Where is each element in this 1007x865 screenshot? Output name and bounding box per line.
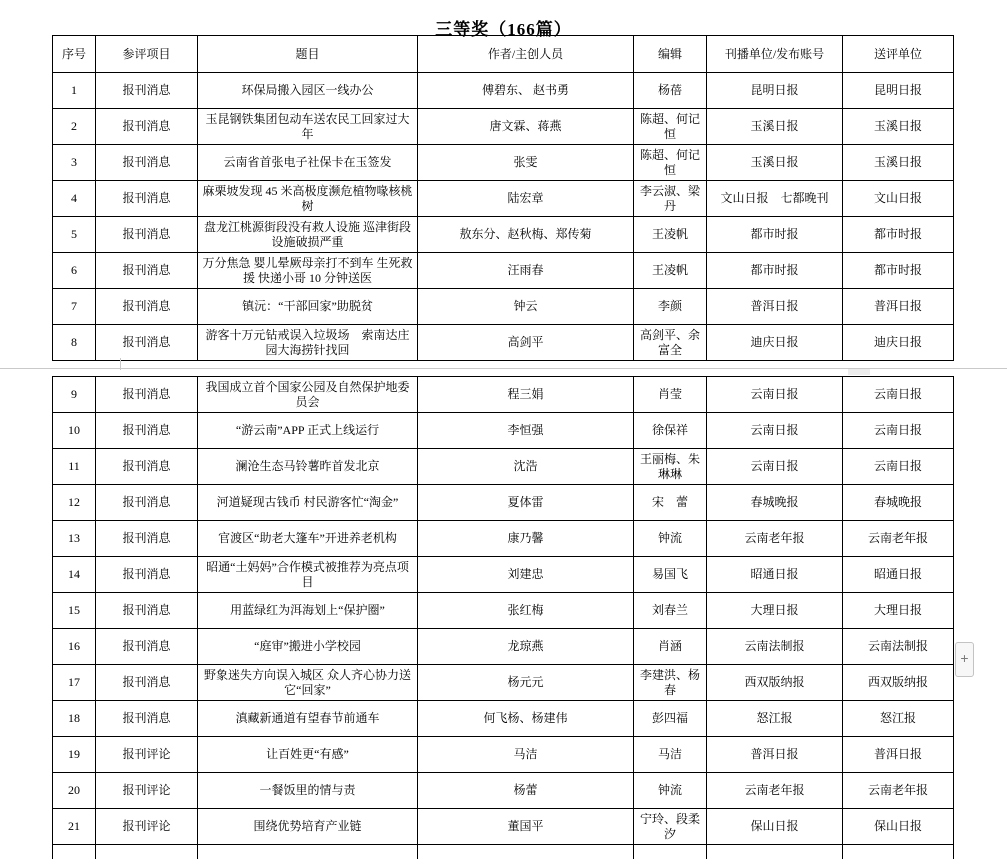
column-header-category: 参评项目 [96, 36, 198, 73]
awards-table-page2 [52, 376, 954, 859]
cell-submitter: 都市时报 [843, 253, 954, 289]
cell-submitter: 云南日报 [843, 413, 954, 449]
cell-publisher: 大理日报 [707, 593, 843, 629]
cell-category: 报刊消息 [96, 557, 198, 593]
cell-no: 20 [53, 773, 96, 809]
cell-category: 报刊消息 [96, 413, 198, 449]
cell-submitter: 玉溪日报 [843, 145, 954, 181]
cell-authors: 何飞杨、杨建伟 [418, 701, 634, 737]
table-row [53, 253, 954, 289]
cell-category: 报刊消息 [96, 289, 198, 325]
table-row [53, 557, 954, 593]
cell-editor: 陈超、何记恒 [634, 109, 707, 145]
table-row [53, 325, 954, 361]
cell-editor: 杨蓓 [634, 73, 707, 109]
cell-publisher: 普洱日报 [707, 737, 843, 773]
cell-authors: 陆宏章 [418, 181, 634, 217]
cell-no: 2 [53, 109, 96, 145]
table-row [53, 109, 954, 145]
table-row [53, 217, 954, 253]
table-row [53, 145, 954, 181]
cell-publisher: 云南法制报 [707, 629, 843, 665]
cell-empty [843, 845, 954, 859]
cell-authors: 杨元元 [418, 665, 634, 701]
cell-submitter: 云南老年报 [843, 773, 954, 809]
cell-publisher: 迪庆日报 [707, 325, 843, 361]
cell-no: 18 [53, 701, 96, 737]
cell-no: 14 [53, 557, 96, 593]
cell-category: 报刊评论 [96, 773, 198, 809]
cell-no: 12 [53, 485, 96, 521]
cell-submitter: 云南日报 [843, 377, 954, 413]
cell-authors: 杨蕾 [418, 773, 634, 809]
cell-submitter: 昭通日报 [843, 557, 954, 593]
column-header-submitter: 送评单位 [843, 36, 954, 73]
cell-editor: 高剑平、余富全 [634, 325, 707, 361]
table-row [53, 737, 954, 773]
cell-title: 用蓝绿红为洱海划上“保护圈” [198, 593, 418, 629]
cell-no: 7 [53, 289, 96, 325]
table-row [53, 449, 954, 485]
cell-submitter: 都市时报 [843, 217, 954, 253]
table-row [53, 701, 954, 737]
cell-category: 报刊消息 [96, 325, 198, 361]
table-row [53, 665, 954, 701]
cell-no: 6 [53, 253, 96, 289]
table-row [53, 521, 954, 557]
cell-editor: 肖涵 [634, 629, 707, 665]
cell-empty [707, 845, 843, 859]
cell-submitter: 云南日报 [843, 449, 954, 485]
cell-editor: 徐保祥 [634, 413, 707, 449]
cell-title: 让百姓更“有感” [198, 737, 418, 773]
page-break-gap [0, 361, 1007, 376]
page-break-tick-left [120, 358, 121, 370]
cell-category: 报刊消息 [96, 485, 198, 521]
cell-authors: 刘建忠 [418, 557, 634, 593]
table-row [53, 485, 954, 521]
cell-publisher: 保山日报 [707, 809, 843, 845]
cell-no: 17 [53, 665, 96, 701]
cell-publisher: 都市时报 [707, 217, 843, 253]
cell-category: 报刊消息 [96, 73, 198, 109]
cell-publisher: 云南日报 [707, 449, 843, 485]
cell-category: 报刊评论 [96, 809, 198, 845]
cell-title: 一餐饭里的情与责 [198, 773, 418, 809]
cell-title: “庭审”搬进小学校园 [198, 629, 418, 665]
cell-title: 环保局搬入园区一线办公 [198, 73, 418, 109]
cell-empty [96, 845, 198, 859]
cell-title: 我国成立首个国家公园及自然保护地委员会 [198, 377, 418, 413]
cell-authors: 夏体雷 [418, 485, 634, 521]
cell-no: 1 [53, 73, 96, 109]
cell-authors: 高剑平 [418, 325, 634, 361]
cell-title: 河道疑现古钱币 村民游客忙“淘金” [198, 485, 418, 521]
cell-publisher: 云南老年报 [707, 773, 843, 809]
cell-title: 官渡区“助老大篷车”开进养老机构 [198, 521, 418, 557]
cell-editor: 易国飞 [634, 557, 707, 593]
cell-authors: 沈浩 [418, 449, 634, 485]
cell-category: 报刊评论 [96, 737, 198, 773]
page-title: 三等奖（166篇） [435, 20, 572, 39]
cell-title: 盘龙江桃源街段没有救人设施 巡津街段设施破损严重 [198, 217, 418, 253]
table-row [53, 289, 954, 325]
cell-no: 5 [53, 217, 96, 253]
column-header-title: 题目 [198, 36, 418, 73]
cell-submitter: 昆明日报 [843, 73, 954, 109]
table-row [53, 73, 954, 109]
cell-category: 报刊消息 [96, 701, 198, 737]
table-row [53, 413, 954, 449]
cell-publisher: 昆明日报 [707, 73, 843, 109]
cell-publisher: 玉溪日报 [707, 145, 843, 181]
cell-title: 滇藏新通道有望春节前通车 [198, 701, 418, 737]
cell-category: 报刊消息 [96, 145, 198, 181]
cell-title: 游客十万元钻戒误入垃圾场 索南达庄园大海捞针找回 [198, 325, 418, 361]
cell-editor: 王丽梅、朱琳琳 [634, 449, 707, 485]
cell-authors: 傅碧东、 赵书勇 [418, 73, 634, 109]
cell-empty [418, 845, 634, 859]
column-header-editor: 编辑 [634, 36, 707, 73]
cell-category: 报刊消息 [96, 449, 198, 485]
table-row [53, 377, 954, 413]
cell-authors: 程三娟 [418, 377, 634, 413]
cell-title: 澜沧生态马铃薯昨首发北京 [198, 449, 418, 485]
cell-empty [53, 845, 96, 859]
cell-editor: 李建洪、杨春 [634, 665, 707, 701]
cell-publisher: 云南老年报 [707, 521, 843, 557]
cell-editor: 陈超、何记恒 [634, 145, 707, 181]
cell-category: 报刊消息 [96, 593, 198, 629]
cell-title: 云南省首张电子社保卡在玉签发 [198, 145, 418, 181]
cell-empty [634, 845, 707, 859]
cell-submitter: 玉溪日报 [843, 109, 954, 145]
cell-submitter: 迪庆日报 [843, 325, 954, 361]
cell-editor: 马洁 [634, 737, 707, 773]
cell-editor: 肖莹 [634, 377, 707, 413]
cell-no: 11 [53, 449, 96, 485]
cell-authors: 钟云 [418, 289, 634, 325]
cell-submitter: 普洱日报 [843, 289, 954, 325]
cell-no: 9 [53, 377, 96, 413]
cell-editor: 李云淑、梁丹 [634, 181, 707, 217]
cell-editor: 王凌帆 [634, 253, 707, 289]
cell-editor: 王凌帆 [634, 217, 707, 253]
cell-no: 16 [53, 629, 96, 665]
cell-authors: 唐文霖、蒋燕 [418, 109, 634, 145]
cell-publisher: 西双版纳报 [707, 665, 843, 701]
cell-publisher: 云南日报 [707, 413, 843, 449]
cell-authors: 敖东分、赵秋梅、郑传菊 [418, 217, 634, 253]
column-header-publisher: 刊播单位/发布账号 [707, 36, 843, 73]
cell-authors: 张雯 [418, 145, 634, 181]
cell-no: 13 [53, 521, 96, 557]
table-row [53, 629, 954, 665]
cell-no: 15 [53, 593, 96, 629]
cell-submitter: 云南法制报 [843, 629, 954, 665]
cell-editor: 钟流 [634, 521, 707, 557]
cell-category: 报刊消息 [96, 181, 198, 217]
cell-category: 报刊消息 [96, 217, 198, 253]
cell-editor: 彭四福 [634, 701, 707, 737]
cell-category: 报刊消息 [96, 253, 198, 289]
cell-editor: 钟流 [634, 773, 707, 809]
cell-no: 3 [53, 145, 96, 181]
cell-title: 围绕优势培育产业链 [198, 809, 418, 845]
cell-title: 麻栗坡发现 45 米高极度濒危植物喙核桃树 [198, 181, 418, 217]
cell-category: 报刊消息 [96, 665, 198, 701]
cell-submitter: 春城晚报 [843, 485, 954, 521]
cell-submitter: 西双版纳报 [843, 665, 954, 701]
cell-publisher: 普洱日报 [707, 289, 843, 325]
table-row [53, 593, 954, 629]
cell-publisher: 都市时报 [707, 253, 843, 289]
awards-table-section-1 [52, 35, 953, 859]
cell-title: 昭通“土妈妈”合作模式被推荐为亮点项目 [198, 557, 418, 593]
cell-category: 报刊消息 [96, 109, 198, 145]
cell-authors: 康乃馨 [418, 521, 634, 557]
table-row [53, 181, 954, 217]
cell-authors: 马洁 [418, 737, 634, 773]
cell-no: 8 [53, 325, 96, 361]
cell-submitter: 普洱日报 [843, 737, 954, 773]
column-header-no: 序号 [53, 36, 96, 73]
awards-table-page1 [52, 35, 954, 361]
cell-no: 10 [53, 413, 96, 449]
cell-no: 19 [53, 737, 96, 773]
cell-title: 镇沅：“干部回家”助脱贫 [198, 289, 418, 325]
cell-submitter: 保山日报 [843, 809, 954, 845]
cell-title: 玉昆钢铁集团包动车送农民工回家过大年 [198, 109, 418, 145]
cell-submitter: 云南老年报 [843, 521, 954, 557]
cell-no: 21 [53, 809, 96, 845]
cell-publisher: 云南日报 [707, 377, 843, 413]
table-header-row [53, 36, 954, 73]
cell-category: 报刊消息 [96, 377, 198, 413]
cell-authors: 龙琼燕 [418, 629, 634, 665]
table-row [53, 773, 954, 809]
cell-publisher: 怒江报 [707, 701, 843, 737]
cell-submitter: 大理日报 [843, 593, 954, 629]
cell-authors: 董国平 [418, 809, 634, 845]
cell-publisher: 昭通日报 [707, 557, 843, 593]
cell-authors: 李恒强 [418, 413, 634, 449]
cell-publisher: 文山日报 七都晚刊 [707, 181, 843, 217]
cell-editor: 宁玲、段柔汐 [634, 809, 707, 845]
cell-authors: 张红梅 [418, 593, 634, 629]
cell-publisher: 春城晚报 [707, 485, 843, 521]
cell-category: 报刊消息 [96, 521, 198, 557]
cell-no: 4 [53, 181, 96, 217]
cell-publisher: 玉溪日报 [707, 109, 843, 145]
column-header-authors: 作者/主创人员 [418, 36, 634, 73]
plus-button[interactable]: + [955, 642, 974, 677]
cell-category: 报刊消息 [96, 629, 198, 665]
cell-editor: 宋 蕾 [634, 485, 707, 521]
table-row [53, 809, 954, 845]
cell-title: 野象迷失方向误入城区 众人齐心协力送它“回家” [198, 665, 418, 701]
table-row-partial [53, 845, 954, 859]
cell-title: 万分焦急 婴儿晕厥母亲打不到车 生死救援 快递小哥 10 分钟送医 [198, 253, 418, 289]
cell-empty [198, 845, 418, 859]
cell-editor: 李颜 [634, 289, 707, 325]
cell-title: “游云南”APP 正式上线运行 [198, 413, 418, 449]
cell-submitter: 文山日报 [843, 181, 954, 217]
cell-submitter: 怒江报 [843, 701, 954, 737]
cell-editor: 刘春兰 [634, 593, 707, 629]
page-break-tick-right [848, 369, 870, 375]
cell-authors: 汪雨春 [418, 253, 634, 289]
